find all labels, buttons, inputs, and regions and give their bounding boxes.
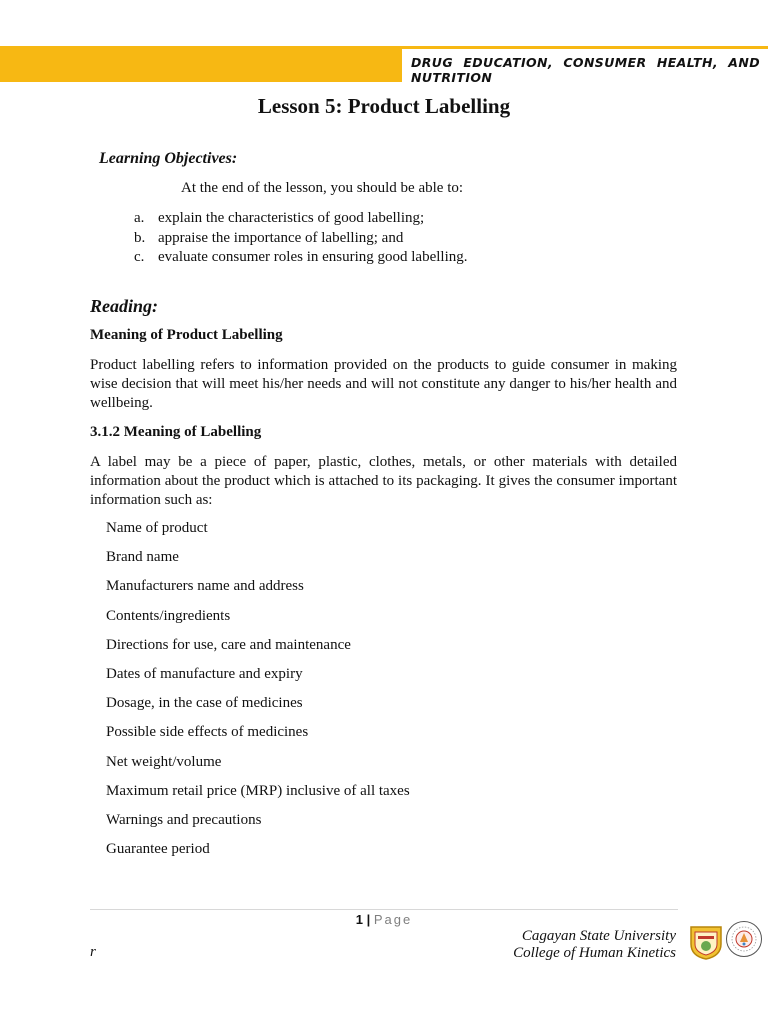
objective-item: [134, 209, 468, 229]
objective-text: evaluate consumer roles in ensuring good labelling.: [158, 249, 468, 265]
objective-text: appraise the importance of labelling; and: [158, 229, 404, 246]
section-paragraph: Product labelling refers to information provided on the products to guide consumer in making wise decision that will meet his/her needs and will not constitute any danger to his/her health and wellbeing.: [90, 357, 677, 411]
label-info-list: [106, 519, 410, 869]
list-item: Manufacturers name and address: [106, 578, 304, 595]
list-item: Dates of manufacture and expiry: [106, 665, 303, 682]
objective-letter: c.: [134, 249, 145, 265]
objective-letter: b.: [134, 229, 146, 246]
list-item: Possible side effects of medicines: [106, 724, 309, 741]
page-word: Page: [373, 912, 413, 927]
college-name: College of Human Kinetics: [513, 945, 676, 961]
institution-block: [513, 928, 676, 962]
list-item: Guarantee period: [106, 841, 210, 858]
university-name: Cagayan State University: [521, 928, 676, 944]
course-title: DRUG EDUCATION, CONSUMER HEALTH, AND NUTRITION: [411, 55, 760, 85]
objectives-list: [134, 209, 468, 268]
footer-divider: [90, 909, 678, 910]
list-item: Contents/ingredients: [106, 607, 231, 624]
list-item: Warnings and precautions: [106, 811, 262, 828]
objective-item: [134, 229, 468, 249]
page-number: [0, 912, 768, 927]
list-item: Net weight/volume: [106, 753, 222, 770]
list-item: Brand name: [106, 549, 179, 566]
objective-text: explain the characteristics of good labelling;: [158, 210, 425, 226]
section-heading: 3.1.2 Meaning of Labelling: [90, 424, 262, 440]
list-item: Maximum retail price (MRP) inclusive of all taxes: [106, 782, 410, 799]
university-seal-icon: [688, 924, 724, 960]
header-title-box: [402, 49, 768, 85]
page-number-value: 1: [355, 912, 363, 927]
list-item: Directions for use, care and maintenance: [106, 636, 351, 653]
college-seal-icon: [725, 920, 763, 958]
list-item: Name of product: [106, 520, 208, 536]
lesson-title: Lesson 5: Product Labelling: [257, 94, 511, 118]
objective-letter: a.: [134, 210, 145, 226]
section-heading: Meaning of Product Labelling: [90, 327, 283, 343]
objective-item: [134, 248, 468, 268]
page-separator: |: [366, 912, 371, 927]
learning-objectives-heading: Learning Objectives:: [99, 150, 238, 167]
reading-heading: Reading:: [90, 296, 159, 316]
objectives-intro: At the end of the lesson, you should be able to:: [181, 180, 464, 196]
section-paragraph: A label may be a piece of paper, plastic, clothes, metals, or other materials with detailed information about the product which is attached to its packaging. It gives the consumer important information such as:: [90, 454, 677, 508]
list-item: Dosage, in the case of medicines: [106, 695, 303, 712]
footer-stray-text: r: [90, 944, 96, 960]
